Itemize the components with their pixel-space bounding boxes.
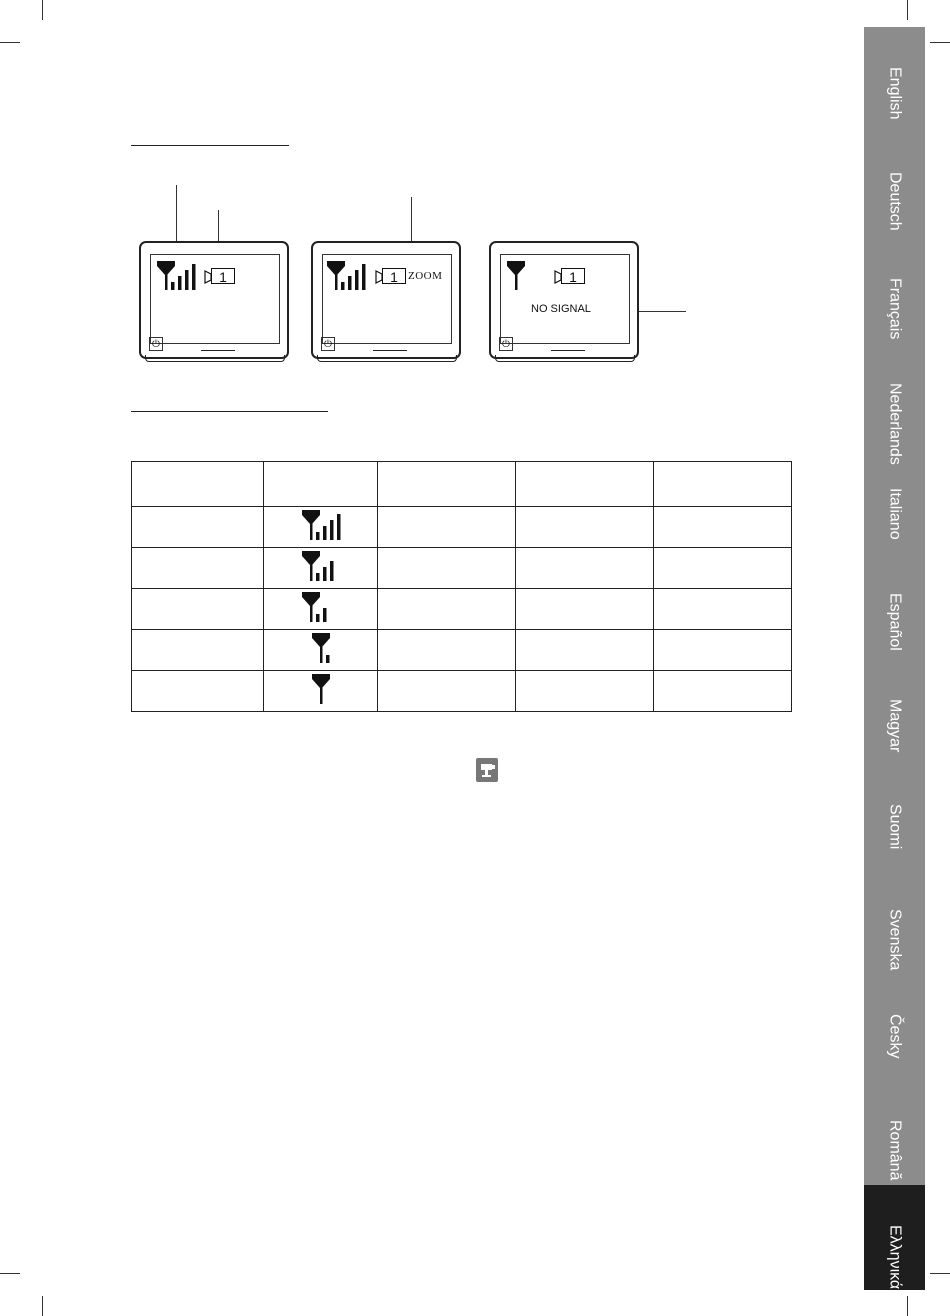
monitor-screen-zoom bbox=[311, 241, 461, 367]
table-cell bbox=[516, 589, 654, 630]
language-tab-label: Română bbox=[886, 1119, 904, 1180]
monitor-display bbox=[322, 254, 452, 344]
crop-mark bbox=[42, 0, 43, 20]
table-header-cell bbox=[132, 462, 264, 507]
table-cell bbox=[264, 507, 378, 548]
language-tab-0[interactable] bbox=[864, 27, 925, 132]
section-heading-rule bbox=[131, 145, 289, 146]
table-cell bbox=[132, 630, 264, 671]
table-cell bbox=[516, 671, 654, 712]
language-tab-label: Français bbox=[886, 277, 904, 339]
table-row bbox=[132, 630, 792, 671]
antenna-icon bbox=[507, 261, 529, 291]
antenna-signal-icon bbox=[327, 261, 373, 291]
monitor-frame bbox=[139, 241, 289, 359]
table-row bbox=[132, 507, 792, 548]
camera-number-box: 1 bbox=[211, 268, 235, 284]
language-tab-label: Svenska bbox=[886, 909, 904, 971]
language-tab-4[interactable] bbox=[864, 448, 925, 553]
crop-mark bbox=[907, 1296, 908, 1316]
table-cell bbox=[132, 548, 264, 589]
table-cell bbox=[132, 507, 264, 548]
crop-mark bbox=[930, 42, 950, 43]
language-tab-5[interactable] bbox=[864, 553, 925, 658]
language-tab-label: Italiano bbox=[886, 488, 904, 540]
table-header-cell bbox=[378, 462, 516, 507]
table-cell bbox=[516, 548, 654, 589]
language-tab-8[interactable] bbox=[864, 869, 925, 974]
language-tab-9[interactable] bbox=[864, 974, 925, 1079]
callout-line bbox=[176, 185, 177, 247]
table-cell bbox=[264, 671, 378, 712]
table-cell bbox=[378, 507, 516, 548]
antenna-signal-icon bbox=[299, 590, 343, 624]
table-cell bbox=[378, 589, 516, 630]
antenna-signal-icon bbox=[299, 631, 343, 665]
language-tab-7[interactable] bbox=[864, 764, 925, 869]
language-tab-label: Nederlands bbox=[886, 382, 904, 465]
table-cell bbox=[378, 548, 516, 589]
table-cell bbox=[516, 507, 654, 548]
table-cell bbox=[264, 630, 378, 671]
language-sidebar bbox=[864, 27, 925, 1290]
table-cell bbox=[264, 589, 378, 630]
antenna-signal-icon bbox=[299, 549, 343, 583]
table-cell bbox=[132, 671, 264, 712]
camera-monitor-icon bbox=[476, 758, 498, 782]
antenna-signal-icon bbox=[299, 508, 343, 542]
monitor-slot bbox=[201, 350, 235, 351]
power-icon: ⏻ bbox=[499, 337, 513, 351]
table-cell bbox=[654, 671, 792, 712]
section-heading-rule bbox=[131, 411, 328, 412]
table-cell bbox=[654, 548, 792, 589]
crop-mark bbox=[907, 0, 908, 20]
zoom-indicator: ZOOM bbox=[408, 270, 443, 282]
table-header-row bbox=[132, 462, 792, 507]
monitor-frame bbox=[311, 241, 461, 359]
monitor-base bbox=[317, 355, 457, 362]
monitor-frame bbox=[489, 241, 639, 359]
crop-mark bbox=[0, 1273, 20, 1274]
language-tab-label: Magyar bbox=[886, 698, 904, 752]
language-tab-2[interactable] bbox=[864, 238, 925, 343]
crop-mark bbox=[0, 42, 20, 43]
monitor-slot bbox=[551, 350, 585, 351]
table-cell bbox=[264, 548, 378, 589]
language-tab-label: Suomi bbox=[886, 803, 904, 850]
monitor-screen-no-signal bbox=[489, 241, 639, 367]
signal-strength-table bbox=[131, 461, 792, 712]
language-tab-11[interactable] bbox=[864, 1185, 925, 1290]
table-cell bbox=[516, 630, 654, 671]
language-tab-label: Deutsch bbox=[886, 172, 904, 231]
monitor-base bbox=[145, 355, 285, 362]
no-signal-message: NO SIGNAL bbox=[531, 303, 591, 315]
language-tab-label: Español bbox=[886, 593, 904, 652]
antenna-signal-icon bbox=[157, 261, 203, 291]
language-tab-label: Ελληνικά bbox=[886, 1224, 904, 1289]
antenna-signal-icon bbox=[299, 672, 343, 706]
language-tab-1[interactable] bbox=[864, 132, 925, 237]
table-cell bbox=[378, 630, 516, 671]
language-tab-label: Česky bbox=[886, 1014, 904, 1059]
table-cell bbox=[654, 507, 792, 548]
table-header-cell bbox=[264, 462, 378, 507]
table-row bbox=[132, 671, 792, 712]
monitor-base bbox=[495, 355, 635, 362]
monitor-display bbox=[500, 254, 630, 344]
camera-number-box: 1 bbox=[561, 268, 585, 284]
table-cell bbox=[654, 630, 792, 671]
crop-mark bbox=[42, 1296, 43, 1316]
monitor-display bbox=[150, 254, 280, 344]
camera-number-box: 1 bbox=[382, 268, 406, 284]
crop-mark bbox=[930, 1273, 950, 1274]
monitor-slot bbox=[373, 350, 407, 351]
table-row bbox=[132, 548, 792, 589]
power-icon: ⏻ bbox=[321, 337, 335, 351]
monitor-screen-normal bbox=[139, 241, 289, 367]
table-cell bbox=[378, 671, 516, 712]
table-row bbox=[132, 589, 792, 630]
table-header-cell bbox=[516, 462, 654, 507]
table-cell bbox=[654, 589, 792, 630]
language-tab-10[interactable] bbox=[864, 1080, 925, 1185]
language-tab-3[interactable] bbox=[864, 343, 925, 465]
table-header-cell bbox=[654, 462, 792, 507]
language-tab-label: English bbox=[886, 67, 904, 120]
power-icon: ⏻ bbox=[149, 337, 163, 351]
table-cell bbox=[132, 589, 264, 630]
language-tab-6[interactable] bbox=[864, 659, 925, 764]
